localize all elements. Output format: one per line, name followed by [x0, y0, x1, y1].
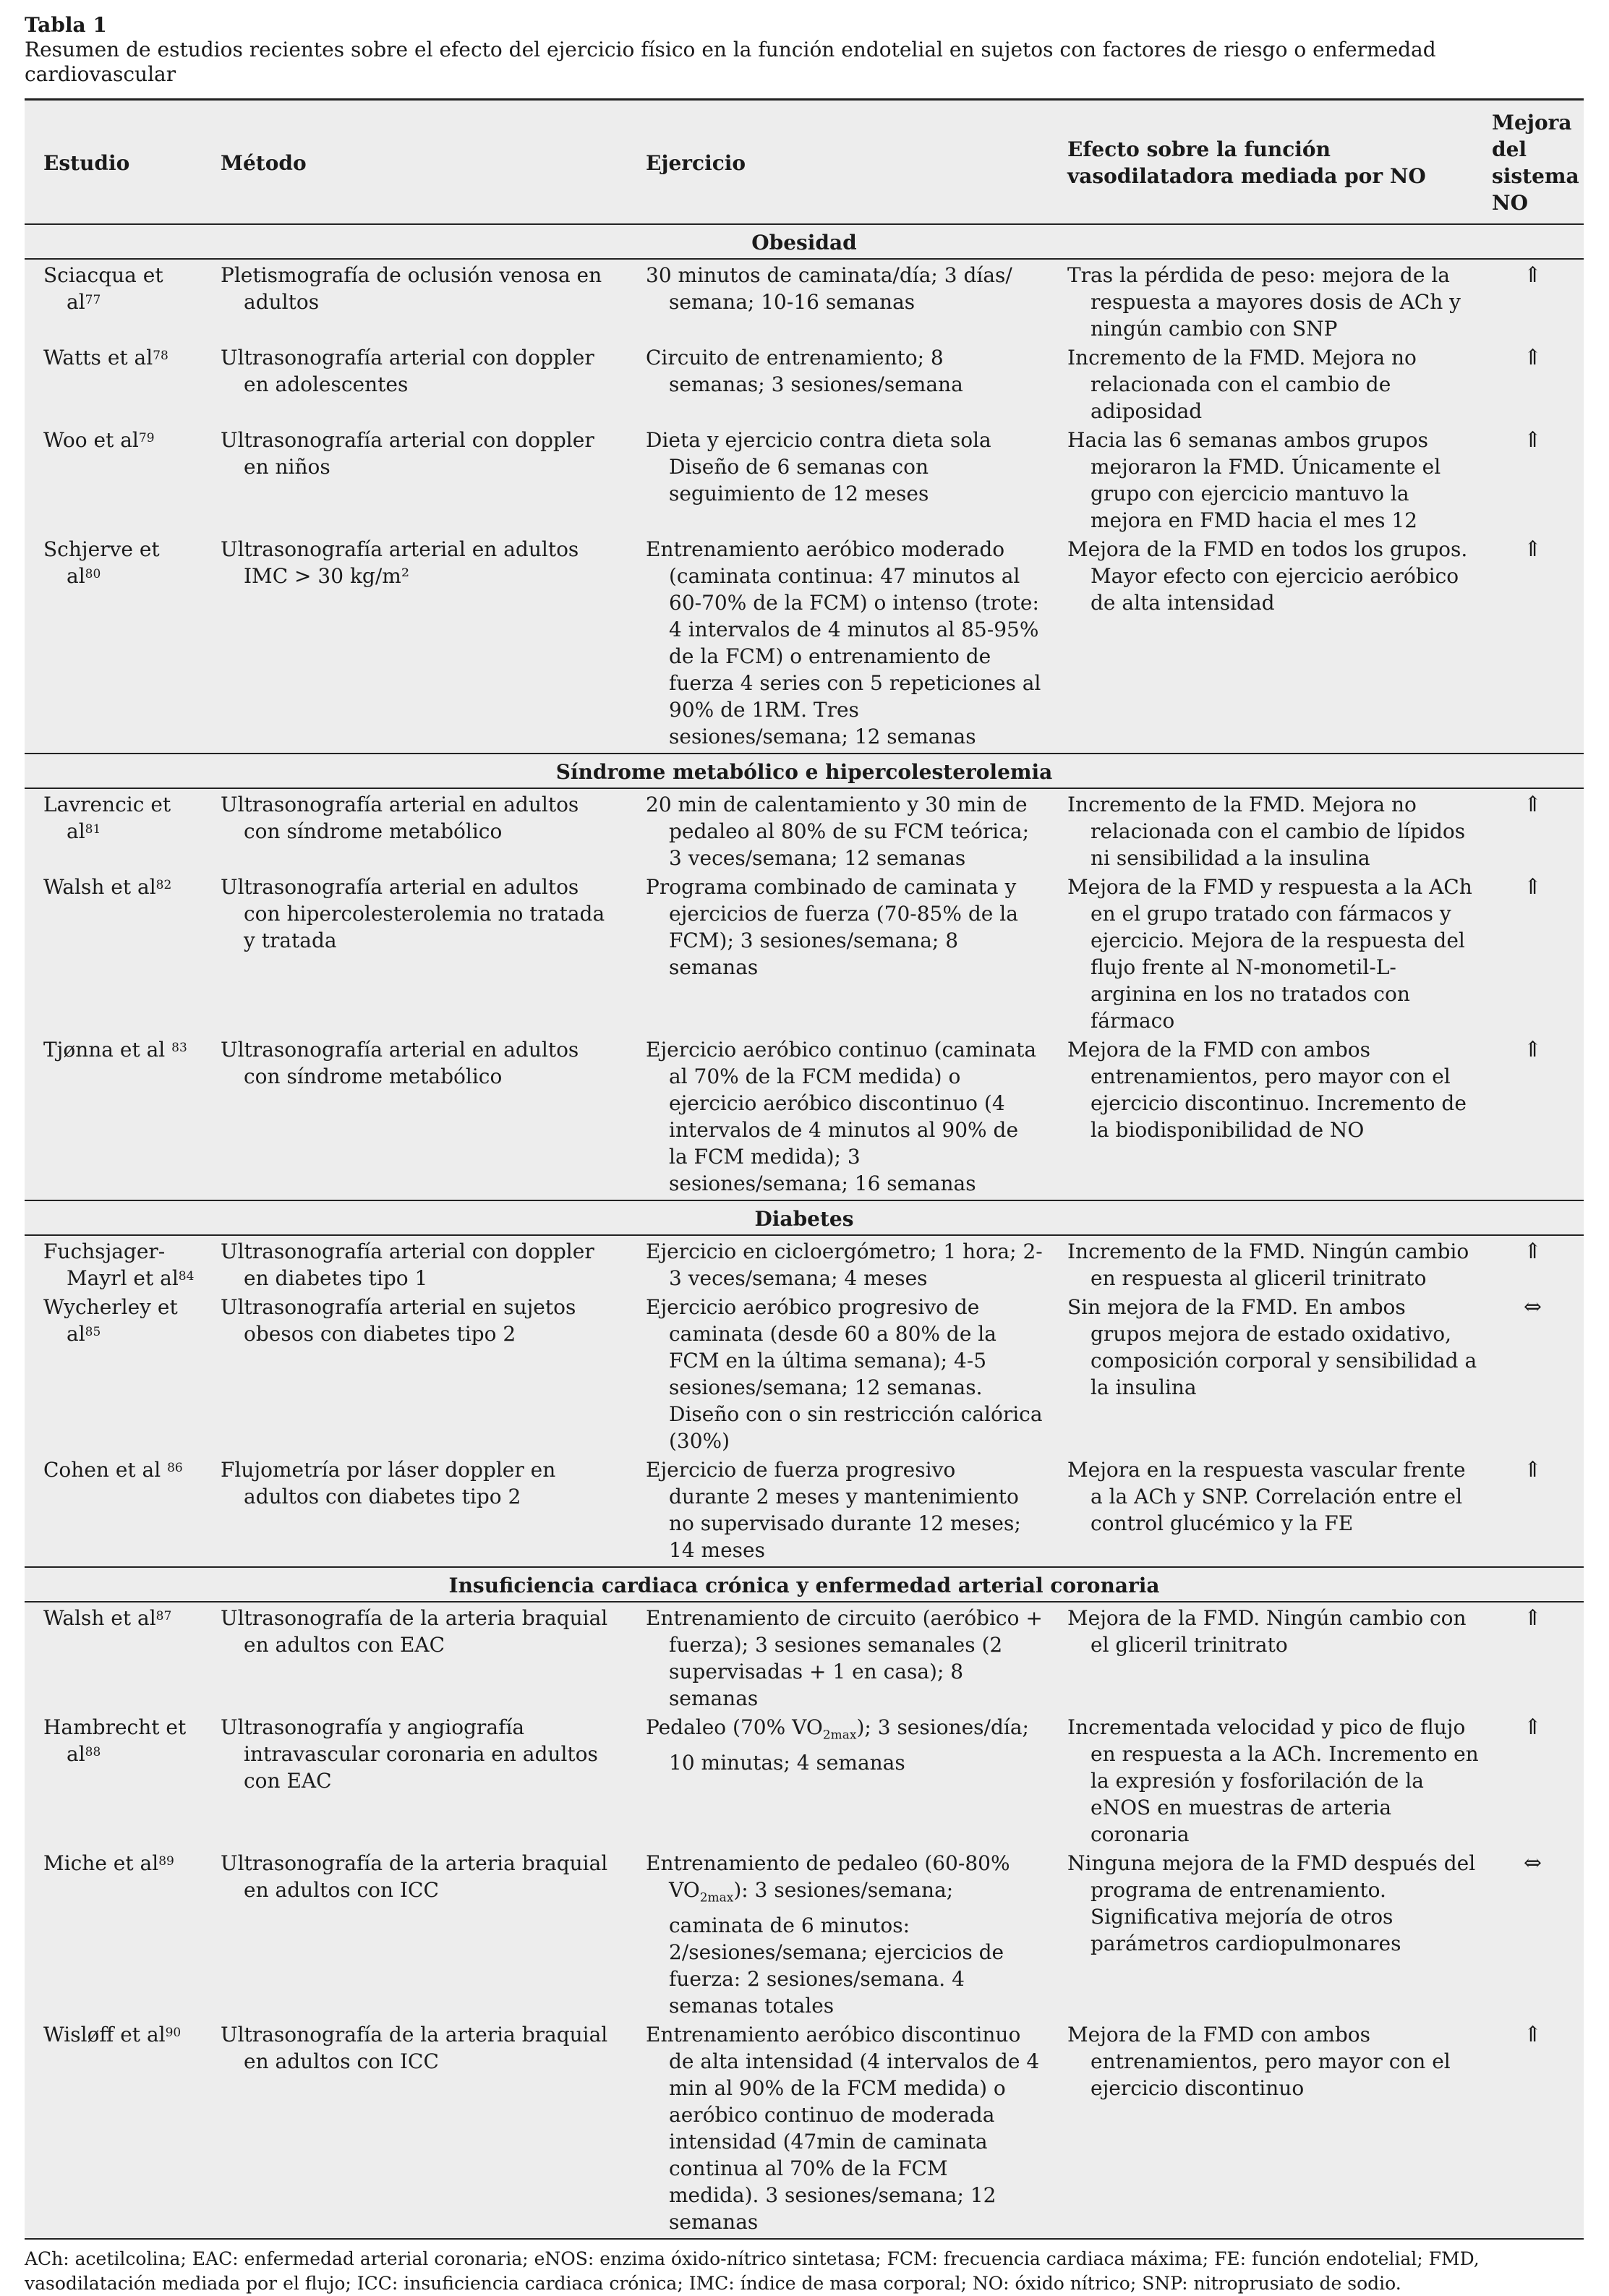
reference-number: 90 [165, 2025, 182, 2040]
table-row [25, 342, 1584, 424]
no-change-arrow-icon: ⇔ [1523, 1294, 1542, 1320]
table-row [25, 1034, 1584, 1200]
exercise-cell: Entrenamiento de circuito (aeróbico + fuerza); 3 sesiones semanales (2 supervisadas + 1 en casa); 8 semanas [646, 1606, 1043, 1710]
reference-number: 80 [85, 567, 101, 581]
study-name: Cohen et al [43, 1458, 168, 1482]
study-name: Watts et al [43, 346, 153, 370]
study-name: Miche et al [43, 1851, 159, 1875]
method-cell: Ultrasonografía de la arteria braquial en adultos con ICC [221, 2022, 608, 2073]
reference-number: 85 [85, 1325, 101, 1339]
study-cell [25, 1848, 202, 2019]
table-row [25, 1848, 1584, 2019]
table-row [25, 1235, 1584, 1292]
study-cell [25, 1235, 202, 1292]
col-header-efecto: Efecto sobre la función vasodilatadora mediada por NO [1067, 137, 1426, 188]
reference-number: 82 [155, 878, 172, 892]
method-cell: Flujometría por láser doppler en adultos con diabetes tipo 2 [221, 1458, 556, 1508]
exercise-cell: Programa combinado de caminata y ejercicios de fuerza (70-85% de la FCM); 3 sesiones/semana; 8 semanas [646, 875, 1018, 979]
exercise-cell: Dieta y ejercicio contra dieta sola Diseño de 6 semanas con seguimiento de 12 meses [646, 428, 991, 505]
method-cell: Ultrasonografía arterial en adultos con síndrome metabólico [221, 1038, 579, 1088]
table-row [25, 534, 1584, 754]
method-cell: Ultrasonografía arterial en sujetos obesos con diabetes tipo 2 [221, 1295, 576, 1346]
exercise-cell: Ejercicio aeróbico progresivo de caminata (desde 60 a 80% de la FCM en la última semana); 4-5 sesiones/semana; 12 semanas. Diseño con o sin restricción calórica (30%) [646, 1295, 1043, 1453]
study-name: Walsh et al [43, 875, 156, 899]
effect-cell: Mejora de la FMD en todos los grupos. Mayor efecto con ejercicio aeróbico de alta intensidad [1067, 537, 1468, 615]
method-cell: Ultrasonografía y angiografía intravascular coronaria en adultos con EAC [221, 1715, 598, 1793]
improvement-up-arrow-icon: ⇑ [1523, 1037, 1542, 1062]
reference-number: 87 [155, 1609, 172, 1623]
table-row [25, 1454, 1584, 1567]
improvement-up-arrow-icon: ⇑ [1523, 427, 1542, 453]
table-footnote: ACh: acetilcolina; EAC: enfermedad arterial coronaria; eNOS: enzima óxido-nítrico sintetasa; FCM: frecuencia cardiaca máxima; FE: función endotelial; FMD, vasodilatación mediada por el flujo; ICC: insuficiencia cardiaca crónica; IMC: índice de masa corporal; NO: óxido nítrico; SNP: nitroprusiato de sodio. [25, 2248, 1480, 2294]
improvement-up-arrow-icon: ⇑ [1523, 345, 1542, 370]
section-header-row [25, 224, 1584, 259]
improvement-up-arrow-icon: ⇑ [1523, 1715, 1542, 1740]
effect-cell: Sin mejora de la FMD. En ambos grupos mejora de estado oxidativo, composición corporal y sensibilidad a la insulina [1067, 1295, 1477, 1399]
table-bottom-rule [25, 2238, 1584, 2240]
reference-number: 79 [138, 431, 155, 445]
study-cell [25, 1602, 202, 1712]
section-title: Obesidad [25, 224, 1584, 259]
study-cell [25, 871, 202, 1034]
method-cell: Ultrasonografía de la arteria braquial en adultos con EAC [221, 1606, 608, 1657]
table-body [25, 224, 1584, 2238]
method-cell: Ultrasonografía arterial con doppler en niños [221, 428, 594, 479]
table-row [25, 1602, 1584, 1712]
study-name: Walsh et al [43, 1606, 156, 1630]
study-cell [25, 342, 202, 424]
section-header-row [25, 1567, 1584, 1602]
study-cell [25, 1712, 202, 1848]
vo2-subscript: 2max [699, 1890, 734, 1905]
table-title: Tabla 1 [25, 13, 107, 37]
table-row [25, 1712, 1584, 1848]
improvement-up-arrow-icon: ⇑ [1523, 263, 1542, 288]
study-name: Schjerve et al [43, 537, 160, 588]
method-cell: Ultrasonografía arterial con doppler en adolescentes [221, 346, 594, 396]
study-cell [25, 1454, 202, 1567]
reference-number: 86 [167, 1461, 183, 1475]
reference-number: 81 [85, 822, 101, 837]
exercise-cell: Ejercicio de fuerza progresivo durante 2 meses y mantenimiento no supervisado durante 12 meses; 14 meses [646, 1458, 1021, 1562]
exercise-text: ); 3 sesiones/día; 10 minutas; 4 semanas [669, 1715, 1029, 1775]
col-header-estudio: Estudio [43, 150, 130, 175]
header-row [25, 100, 1584, 225]
improvement-up-arrow-icon: ⇑ [1523, 1605, 1542, 1631]
exercise-cell [627, 1712, 1049, 1848]
study-name: Fuchsjager-Mayrl et al [43, 1239, 179, 1290]
col-header-ejercicio: Ejercicio [646, 150, 746, 175]
section-title: Insuficiencia cardiaca crónica y enfermedad arterial coronaria [25, 1567, 1584, 1602]
study-name: Woo et al [43, 428, 139, 452]
effect-cell: Mejora en la respuesta vascular frente a la ACh y SNP. Correlación entre el control glucémico y la FE [1067, 1458, 1466, 1535]
study-cell [25, 424, 202, 534]
table-row [25, 424, 1584, 534]
exercise-cell: 30 minutos de caminata/día; 3 días/ semana; 10-16 semanas [646, 263, 1012, 314]
effect-cell: Incremento de la FMD. Ningún cambio en respuesta al gliceril trinitrato [1067, 1239, 1469, 1290]
table-row [25, 1292, 1584, 1454]
method-cell: Ultrasonografía arterial con doppler en diabetes tipo 1 [221, 1239, 594, 1290]
study-cell [25, 1292, 202, 1454]
table-row [25, 259, 1584, 342]
study-cell [25, 2019, 202, 2238]
exercise-cell [627, 1848, 1049, 2019]
study-name: Wisløff et al [43, 2022, 166, 2047]
improvement-up-arrow-icon: ⇑ [1523, 537, 1542, 562]
table-figure [25, 13, 1584, 2296]
exercise-cell: Ejercicio en cicloergómetro; 1 hora; 2-3 veces/semana; 4 meses [646, 1239, 1043, 1290]
section-title: Síndrome metabólico e hipercolesterolemia [25, 754, 1584, 788]
study-name: Lavrencic et al [43, 793, 171, 843]
exercise-text: ): 3 sesiones/semana; caminata de 6 minutos: 2/sesiones/semana; ejercicios de fuerza: 2 sesiones/semana. 4 semanas totales [669, 1878, 1004, 2018]
reference-number: 83 [171, 1041, 187, 1055]
reference-number: 78 [153, 349, 168, 363]
table-row [25, 788, 1584, 871]
summary-table [25, 98, 1584, 2238]
effect-cell: Ninguna mejora de la FMD después del programa de entrenamiento. Significativa mejoría de otros parámetros cardiopulmonares [1067, 1851, 1476, 1955]
effect-cell: Tras la pérdida de peso: mejora de la respuesta a mayores dosis de ACh y ningún cambio con SNP [1067, 263, 1461, 341]
reference-number: 84 [178, 1269, 195, 1284]
study-name: Wycherley et al [43, 1295, 178, 1346]
vo2-subscript: 2max [822, 1728, 857, 1743]
improvement-up-arrow-icon: ⇑ [1523, 792, 1542, 817]
exercise-cell: Entrenamiento aeróbico discontinuo de alta intensidad (4 intervalos de 4 min al 90% de la FCM medida) o aeróbico continuo de moderada intensidad (47min de caminata continua al 70% de la FCM medida). 3 sesiones/semana; 12 semanas [646, 2022, 1040, 2234]
section-header-row [25, 754, 1584, 788]
study-cell [25, 534, 202, 754]
effect-cell: Hacia las 6 semanas ambos grupos mejoraron la FMD. Únicamente el grupo con ejercicio mantuvo la mejora en FMD hacia el mes 12 [1067, 428, 1441, 532]
study-name: Tjønna et al [43, 1038, 172, 1062]
section-title: Diabetes [25, 1200, 1584, 1235]
method-cell: Ultrasonografía arterial en adultos con hipercolesterolemia no tratada y tratada [221, 875, 605, 952]
study-cell [25, 1034, 202, 1200]
study-name: Hambrecht et al [43, 1715, 187, 1766]
no-change-arrow-icon: ⇔ [1523, 1851, 1542, 1876]
improvement-up-arrow-icon: ⇑ [1523, 1239, 1542, 1264]
effect-cell: Incremento de la FMD. Mejora no relacionada con el cambio de adiposidad [1067, 346, 1417, 423]
effect-cell: Incremento de la FMD. Mejora no relacionada con el cambio de lípidos ni sensibilidad a la insulina [1067, 793, 1466, 870]
effect-cell: Incrementada velocidad y pico de flujo en respuesta a la ACh. Incremento en la expresión y fosforilación de la eNOS en muestras de arteria coronaria [1067, 1715, 1479, 1846]
reference-number: 89 [158, 1854, 174, 1869]
exercise-cell: 20 min de calentamiento y 30 min de pedaleo al 80% de su FCM teórica; 3 veces/semana; 12 semanas [646, 793, 1030, 870]
method-cell: Ultrasonografía de la arteria braquial en adultos con ICC [221, 1851, 608, 1902]
method-cell: Ultrasonografía arterial en adultos IMC > 30 kg/m² [221, 537, 579, 588]
method-cell: Pletismografía de oclusión venosa en adultos [221, 263, 602, 314]
exercise-cell: Circuito de entrenamiento; 8 semanas; 3 sesiones/semana [646, 346, 963, 396]
exercise-text: Entrenamiento de pedaleo (60-80% VO [646, 1851, 1010, 1902]
effect-cell: Mejora de la FMD. Ningún cambio con el gliceril trinitrato [1067, 1606, 1467, 1657]
study-cell [25, 788, 202, 871]
table-caption: Resumen de estudios recientes sobre el efecto del ejercicio físico en la función endotelial en sujetos con factores de riesgo o enfermedad cardiovascular [25, 38, 1436, 86]
reference-number: 88 [85, 1745, 101, 1759]
section-header-row [25, 1200, 1584, 1235]
reference-number: 77 [85, 293, 101, 307]
improvement-up-arrow-icon: ⇑ [1523, 874, 1542, 900]
table-row [25, 871, 1584, 1034]
study-cell [25, 259, 202, 342]
table-row [25, 2019, 1584, 2238]
study-name: Sciacqua et al [43, 263, 163, 314]
exercise-cell: Entrenamiento aeróbico moderado (caminata continua: 47 minutos al 60-70% de la FCM) o intenso (trote: 4 intervalos de 4 minutos al 85-95% de la FCM) o entrenamiento de fuerza 4 series con 5 repeticiones al 90% de 1RM. Tres sesiones/semana; 12 semanas [646, 537, 1041, 748]
effect-cell: Mejora de la FMD con ambos entrenamientos, pero mayor con el ejercicio discontinuo. Incremento de la biodisponibilidad de NO [1067, 1038, 1467, 1142]
effect-cell: Mejora de la FMD con ambos entrenamientos, pero mayor con el ejercicio discontinuo [1067, 2022, 1451, 2100]
method-cell: Ultrasonografía arterial en adultos con síndrome metabólico [221, 793, 579, 843]
effect-cell: Mejora de la FMD y respuesta a la ACh en el grupo tratado con fármacos y ejercicio. Mejora de la respuesta del flujo frente al N-monometil-L-arginina en los no tratados con fármaco [1067, 875, 1472, 1033]
improvement-up-arrow-icon: ⇑ [1523, 1457, 1542, 1482]
col-header-mejora: Mejora del sistema NO [1492, 111, 1579, 215]
exercise-text: Pedaleo (70% VO [646, 1715, 823, 1739]
exercise-cell: Ejercicio aeróbico continuo (caminata al 70% de la FCM medida) o ejercicio aeróbico discontinuo (4 intervalos de 4 minutos al 90% de la FCM medida); 3 sesiones/semana; 16 semanas [646, 1038, 1037, 1195]
col-header-metodo: Método [221, 150, 307, 175]
improvement-up-arrow-icon: ⇑ [1523, 2021, 1542, 2047]
